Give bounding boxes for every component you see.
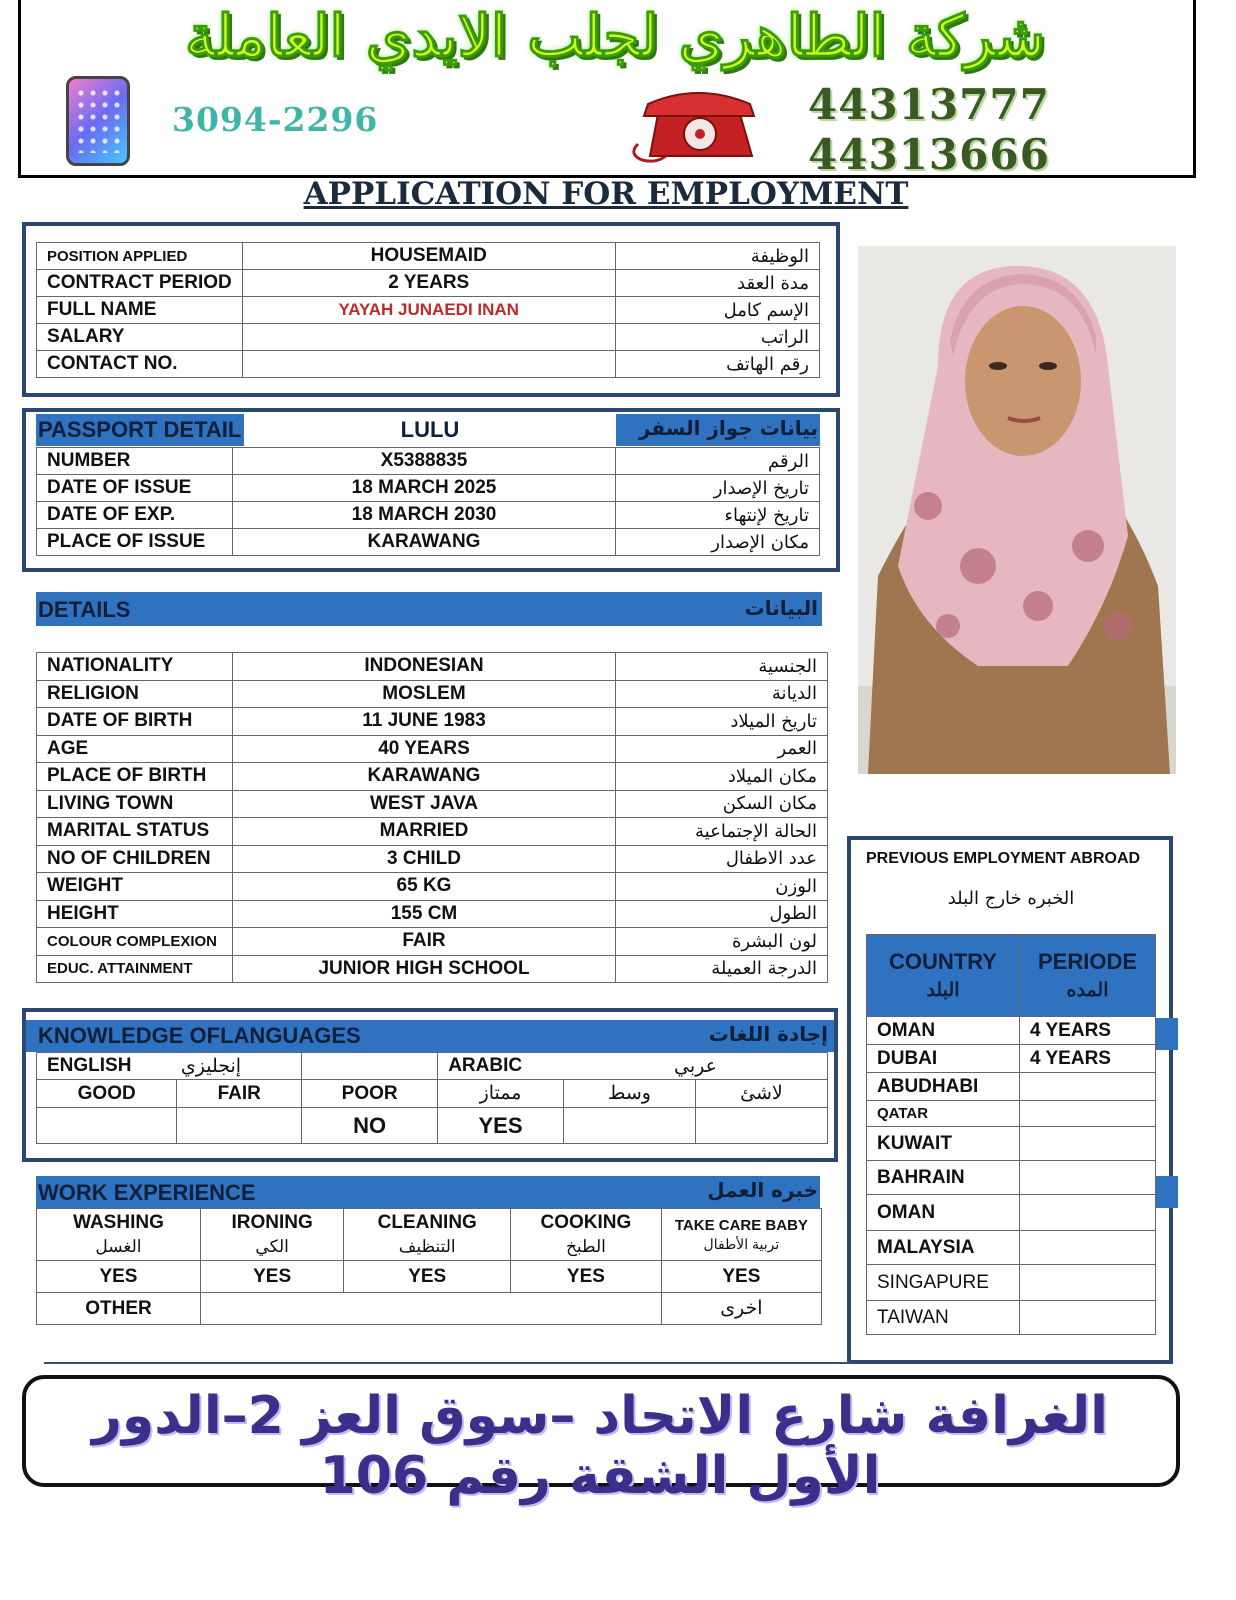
english-label: ENGLISH — [47, 1055, 132, 1076]
details-value: FAIR — [233, 928, 616, 956]
passport-label: PLACE OF ISSUE — [37, 529, 233, 556]
english-label-ar: إنجليزي — [180, 1056, 242, 1077]
work-other-ar: اخرى — [661, 1293, 821, 1325]
skill-header — [37, 1209, 201, 1261]
details-value: 3 CHILD — [233, 845, 616, 873]
language-level-0: GOOD — [37, 1080, 177, 1108]
position-label: CONTACT NO. — [37, 351, 243, 378]
skill-header — [661, 1209, 821, 1261]
passport-label-ar: الرقم — [616, 448, 820, 475]
skill-name: TAKE CARE BABY — [674, 1216, 808, 1234]
passport-label-ar: تاريخ لإنتهاء — [616, 502, 820, 529]
skill-value: YES — [200, 1261, 343, 1293]
position-row — [37, 351, 820, 378]
divider-line — [44, 1362, 852, 1364]
details-value: 11 JUNE 1983 — [233, 708, 616, 736]
position-row — [37, 324, 820, 351]
details-header-ar: البيانات — [744, 596, 818, 620]
details-value: JUNIOR HIGH SCHOOL — [233, 955, 616, 983]
prev-country: ABUDHABI — [867, 1073, 1020, 1101]
details-label: COLOUR COMPLEXION — [37, 928, 233, 956]
languages-header-label: KNOWLEDGE OFLANGUAGES — [38, 1023, 361, 1048]
position-label: CONTRACT PERIOD — [37, 270, 243, 297]
prev-period: 4 YEARS — [1020, 1017, 1156, 1045]
details-label: NO OF CHILDREN — [37, 845, 233, 873]
details-label-ar: مكان الميلاد — [616, 763, 828, 791]
position-label-ar: مدة العقد — [615, 270, 819, 297]
position-value: HOUSEMAID — [242, 243, 615, 270]
previous-employment-row — [867, 1127, 1156, 1161]
details-value: INDONESIAN — [233, 653, 616, 681]
position-label: POSITION APPLIED — [37, 243, 243, 270]
details-label-ar: عدد الاطفال — [616, 845, 828, 873]
details-value: 155 CM — [233, 900, 616, 928]
passport-label-ar: مكان الإصدار — [616, 529, 820, 556]
details-label: DATE OF BIRTH — [37, 708, 233, 736]
details-label-ar: لون البشرة — [616, 928, 828, 956]
language-value-1 — [177, 1108, 302, 1144]
details-label-ar: الدرجة العميلة — [616, 955, 828, 983]
details-row — [37, 708, 828, 736]
prev-period — [1020, 1073, 1156, 1101]
details-row — [37, 680, 828, 708]
details-row — [37, 928, 828, 956]
details-row — [37, 735, 828, 763]
passport-label: DATE OF EXP. — [37, 502, 233, 529]
details-value: MARRIED — [233, 818, 616, 846]
details-row — [37, 900, 828, 928]
details-value: 40 YEARS — [233, 735, 616, 763]
position-label-ar: الوظيفة — [615, 243, 819, 270]
skill-name: IRONING — [231, 1212, 313, 1234]
prev-country: OMAN — [867, 1195, 1020, 1231]
landline-number-1: 44313777 — [808, 80, 1050, 129]
language-value-5 — [695, 1108, 827, 1144]
details-label: HEIGHT — [37, 900, 233, 928]
details-row — [37, 845, 828, 873]
prev-country: QATAR — [867, 1101, 1020, 1127]
language-value-2: NO — [302, 1108, 438, 1144]
passport-label-ar: تاريخ الإصدار — [616, 475, 820, 502]
position-label-ar: الإسم كامل — [615, 297, 819, 324]
previous-employment-row — [867, 1045, 1156, 1073]
prev-period — [1020, 1101, 1156, 1127]
skill-value: YES — [344, 1261, 511, 1293]
prev-country: MALAYSIA — [867, 1231, 1020, 1265]
passport-label: DATE OF ISSUE — [37, 475, 233, 502]
position-label-ar: الراتب — [615, 324, 819, 351]
position-value — [242, 351, 615, 378]
passport-label: NUMBER — [37, 448, 233, 475]
prev-period — [1020, 1231, 1156, 1265]
details-table — [36, 652, 828, 983]
position-label: SALARY — [37, 324, 243, 351]
passport-row — [37, 502, 820, 529]
details-row — [37, 818, 828, 846]
previous-employment-row — [867, 1195, 1156, 1231]
position-table — [36, 242, 820, 378]
prev-country: BAHRAIN — [867, 1161, 1020, 1195]
previous-employment-row — [867, 1265, 1156, 1301]
details-label: PLACE OF BIRTH — [37, 763, 233, 791]
previous-employment-row — [867, 1301, 1156, 1335]
details-label-ar: الطول — [616, 900, 828, 928]
applicant-photo — [858, 246, 1176, 774]
prev-period — [1020, 1161, 1156, 1195]
details-row — [37, 955, 828, 983]
language-level-3: ممتاز — [438, 1080, 564, 1108]
work-other-value — [200, 1293, 661, 1325]
position-value: YAYAH JUNAEDI INAN — [242, 297, 615, 324]
skill-name-ar: الطبخ — [565, 1236, 606, 1256]
details-label: LIVING TOWN — [37, 790, 233, 818]
details-label: MARITAL STATUS — [37, 818, 233, 846]
position-value: 2 YEARS — [242, 270, 615, 297]
form-title: APPLICATION FOR EMPLOYMENT — [303, 176, 909, 212]
position-value — [242, 324, 615, 351]
skill-name-ar: الغسل — [95, 1236, 142, 1256]
prev-country: SINGAPURE — [867, 1265, 1020, 1301]
details-label: WEIGHT — [37, 873, 233, 901]
skill-value: YES — [511, 1261, 662, 1293]
languages-header-ar: إجادة اللغات — [708, 1022, 828, 1046]
previous-employment-row — [867, 1161, 1156, 1195]
details-row — [37, 653, 828, 681]
details-label: NATIONALITY — [37, 653, 233, 681]
details-label: EDUC. ATTAINMENT — [37, 955, 233, 983]
telephone-icon — [628, 84, 770, 164]
prev-period — [1020, 1265, 1156, 1301]
details-label: RELIGION — [37, 680, 233, 708]
previous-employment-row — [867, 1101, 1156, 1127]
details-value: 65 KG — [233, 873, 616, 901]
skill-header — [344, 1209, 511, 1261]
passport-row — [37, 529, 820, 556]
position-row — [37, 297, 820, 324]
skill-header — [200, 1209, 343, 1261]
details-label-ar: الجنسية — [616, 653, 828, 681]
language-value-0 — [37, 1108, 177, 1144]
language-level-5: لاشئ — [695, 1080, 827, 1108]
skill-name-ar: الكي — [255, 1236, 289, 1256]
details-label-ar: الوزن — [616, 873, 828, 901]
passport-row — [37, 475, 820, 502]
details-row — [37, 763, 828, 791]
prev-period — [1020, 1301, 1156, 1335]
skill-name: COOKING — [540, 1212, 632, 1234]
language-level-2: POOR — [302, 1080, 438, 1108]
skill-name-ar: تربية الأطفال — [703, 1236, 780, 1253]
prev-country: TAIWAN — [867, 1301, 1020, 1335]
previous-employment-row — [867, 1017, 1156, 1045]
work-header-label: WORK EXPERIENCE — [38, 1180, 256, 1205]
previous-employment-title-ar: الخبره خارج البلد — [947, 888, 1075, 909]
skill-name-ar: التنظيف — [398, 1236, 456, 1256]
mobile-number: 3094-2296 — [172, 100, 379, 139]
skill-value: YES — [661, 1261, 821, 1293]
work-header-ar: خبره العمل — [707, 1178, 818, 1202]
details-label-ar: تاريخ الميلاد — [616, 708, 828, 736]
details-row — [37, 873, 828, 901]
previous-employment-row — [867, 1231, 1156, 1265]
languages-table — [36, 1052, 828, 1144]
col-period-ar: المده — [1066, 979, 1109, 1001]
passport-value: 18 MARCH 2030 — [233, 502, 616, 529]
landline-number-2: 44313666 — [808, 130, 1050, 179]
col-country-ar: البلد — [926, 979, 960, 1001]
passport-value: KARAWANG — [233, 529, 616, 556]
work-bar-edge — [1156, 1176, 1178, 1208]
prev-country: OMAN — [867, 1017, 1020, 1045]
passport-table — [36, 447, 820, 556]
details-value: KARAWANG — [233, 763, 616, 791]
details-label-ar: مكان السكن — [616, 790, 828, 818]
smartphone-icon — [66, 76, 130, 166]
details-label-ar: العمر — [616, 735, 828, 763]
col-country: COUNTRY — [889, 948, 997, 974]
details-value: MOSLEM — [233, 680, 616, 708]
prev-period — [1020, 1195, 1156, 1231]
prev-period — [1020, 1127, 1156, 1161]
arabic-label-ar: عربي — [674, 1056, 717, 1077]
language-value-3: YES — [438, 1108, 564, 1144]
details-header-label: DETAILS — [38, 597, 131, 622]
work-other-label: OTHER — [37, 1293, 201, 1325]
skill-value: YES — [37, 1261, 201, 1293]
skill-name: CLEANING — [377, 1212, 477, 1234]
passport-value: 18 MARCH 2025 — [233, 475, 616, 502]
passport-holder-name: LULU — [400, 417, 460, 442]
language-value-4 — [563, 1108, 695, 1144]
passport-header-ar: بيانات جواز السفر — [638, 416, 818, 440]
prev-country: DUBAI — [867, 1045, 1020, 1073]
previous-employment-row — [867, 1073, 1156, 1101]
passport-header-label: PASSPORT DETAIL — [38, 417, 242, 442]
passport-value: X5388835 — [233, 448, 616, 475]
prev-period: 4 YEARS — [1020, 1045, 1156, 1073]
previous-employment-table — [866, 934, 1156, 1335]
passport-row — [37, 448, 820, 475]
skill-name: WASHING — [73, 1212, 164, 1234]
details-label-ar: الحالة الإجتماعية — [616, 818, 828, 846]
prev-country: KUWAIT — [867, 1127, 1020, 1161]
details-row — [37, 790, 828, 818]
details-value: WEST JAVA — [233, 790, 616, 818]
position-label-ar: رقم الهاتف — [615, 351, 819, 378]
position-row — [37, 243, 820, 270]
position-row — [37, 270, 820, 297]
col-period: PERIODE — [1037, 948, 1138, 974]
company-name: شركة الطاهري لجلب الايدي العاملة — [184, 2, 1046, 70]
languages-bar-edge — [1156, 1018, 1178, 1050]
language-level-1: FAIR — [177, 1080, 302, 1108]
arabic-label: ARABIC — [448, 1055, 523, 1076]
company-address: الغرافة شارع الاتحاد –سوق العز 2–الدور الأول الشقة رقم 106 — [92, 1386, 1108, 1506]
details-label-ar: الديانة — [616, 680, 828, 708]
previous-employment-title: PREVIOUS EMPLOYMENT ABROAD — [866, 850, 1141, 867]
language-level-4: وسط — [563, 1080, 695, 1108]
details-label: AGE — [37, 735, 233, 763]
position-label: FULL NAME — [37, 297, 243, 324]
skill-header — [511, 1209, 662, 1261]
work-table — [36, 1208, 822, 1325]
